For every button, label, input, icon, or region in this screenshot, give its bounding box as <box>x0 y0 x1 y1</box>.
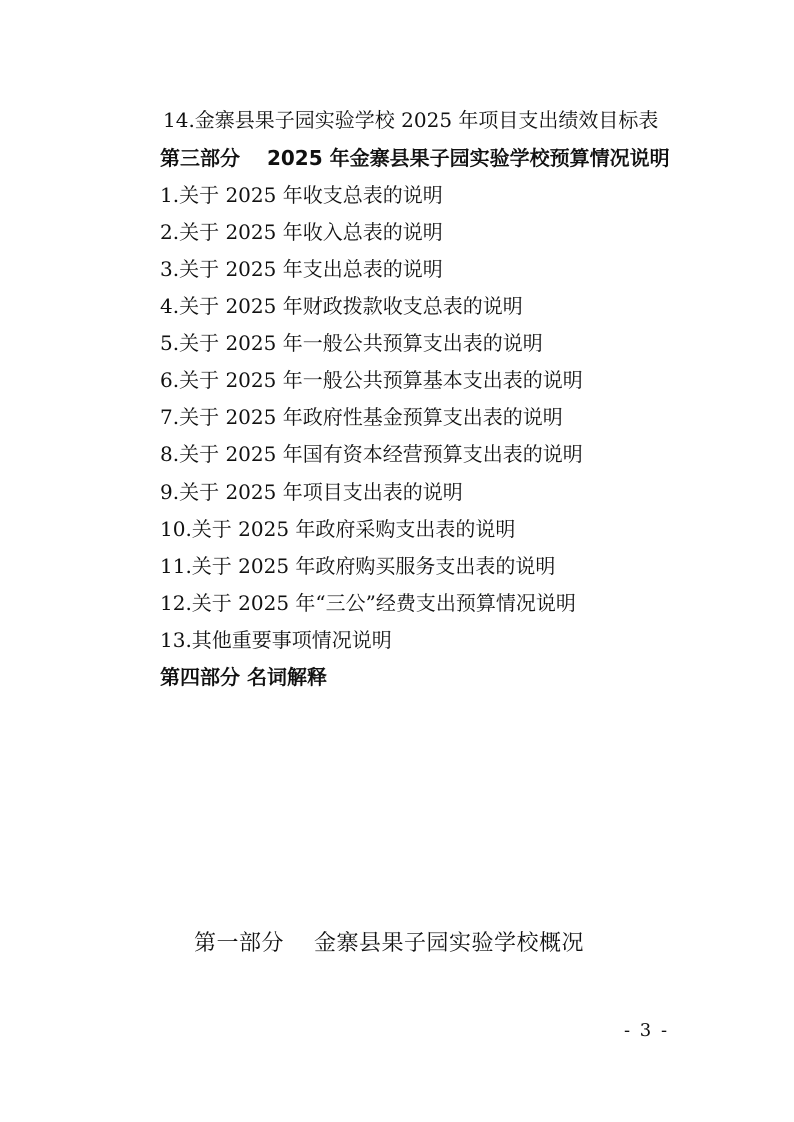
part4-heading: 第四部分 名词解释 <box>160 665 327 689</box>
toc-item-13: 13.其他重要事项情况说明 <box>160 628 392 652</box>
toc-item-2: 2.关于 2025 年收入总表的说明 <box>160 220 443 244</box>
toc-item-5: 5.关于 2025 年一般公共预算支出表的说明 <box>160 331 543 355</box>
page-number: - 3 - <box>624 1020 670 1041</box>
toc-item-6: 6.关于 2025 年一般公共预算基本支出表的说明 <box>160 368 583 392</box>
toc-item-12: 12.关于 2025 年“三公”经费支出预算情况说明 <box>160 591 576 615</box>
toc-item-1: 1.关于 2025 年收支总表的说明 <box>160 183 443 207</box>
toc-item-8: 8.关于 2025 年国有资本经营预算支出表的说明 <box>160 442 583 466</box>
toc-item-4: 4.关于 2025 年财政拨款收支总表的说明 <box>160 294 523 318</box>
part1-title: 第一部分 金寨县果子园实验学校概况 <box>194 931 584 956</box>
toc-item-10: 10.关于 2025 年政府采购支出表的说明 <box>160 517 516 541</box>
toc-item-3: 3.关于 2025 年支出总表的说明 <box>160 257 443 281</box>
toc-item-14: 14.金寨县果子园实验学校 2025 年项目支出绩效目标表 <box>163 108 659 132</box>
toc-item-9: 9.关于 2025 年项目支出表的说明 <box>160 480 463 504</box>
part3-heading: 第三部分 2025 年金寨县果子园实验学校预算情况说明 <box>160 146 670 170</box>
toc-item-11: 11.关于 2025 年政府购买服务支出表的说明 <box>160 554 556 578</box>
toc-item-7: 7.关于 2025 年政府性基金预算支出表的说明 <box>160 405 563 429</box>
